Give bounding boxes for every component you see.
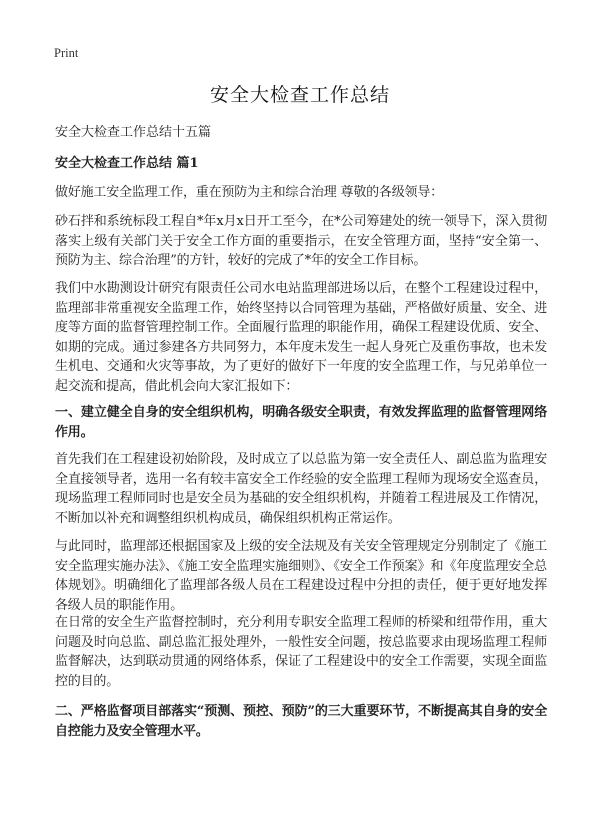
- document-title: 安全大检查工作总结: [209, 84, 390, 106]
- heading-section-two: 二、严格监督项目部落实“预测、预控、预防”的三大重要环节，不断提高其自身的安全自控能力及安全管理水平。: [55, 704, 547, 739]
- paragraph-salutation: 做好施工安全监理工作，重在预防为主和综合治理 尊敬的各级领导：: [55, 185, 443, 200]
- print-label: Print: [54, 46, 79, 60]
- paragraph-organization: 首先我们在工程建设初始阶段，及时成立了以总监为第一安全责任人、副总监为监理安全直接领导者，选用一名有较丰富安全工作经验的安全监理工程师为现场安全巡查员，现场监理工程师同时也是安全员为基础的安全组织机构，并随着工程进展及工作情况，不断加以补充和调整组织机构成员，确保组织机构正常运作。: [55, 452, 547, 526]
- heading-section-one: 一、建立健全自身的安全组织机构，明确各级安全职责，有效发挥监理的监督管理网络作用。: [55, 405, 547, 440]
- paragraph-daily-control: 在日常的安全生产监督控制时，充分利用专职安全监理工程师的桥梁和纽带作用，重大问题及时向总监、副总监汇报处理外，一般性安全问题，按总监要求由现场监理工程师监督解决，达到联动贯通的网络体系，保证了工程建设中的安全工作需要，实现全面监控的目的。: [55, 615, 547, 689]
- paragraph-overview: 我们中水勘测设计研究有限责任公司水电站监理部进场以后，在整个工程建设过程中，监理部非常重视安全监理工作，始终坚持以合同管理为基础，严格做好质量、安全、进度等方面的监督管理控制工作。全面履行监理的职能作用，确保工程建设优质、安全、如期的完成。通过参建各方共同努力，本年度未发生一起人身死亡及重伤事故，也未发生机电、交通和火灾等事故，为了更好的做好下一年度的安全监理工作，与兄弟单位一起交流和提高，借此机会向大家汇报如下：: [55, 281, 547, 394]
- paragraph-intro: 砂石拌和系统标段工程自*年x月x日开工至今，在*公司筹建处的统一领导下，深入贯彻落实上级有关部门关于安全工作方面的重要指示，在安全管理方面，坚持“安全第一、预防为主、综合治理”的方针，较好的完成了*年的安全工作目标。: [55, 214, 547, 268]
- section-title: 安全大检查工作总结 篇1: [55, 156, 199, 171]
- paragraph-regulations: 与此同时，监理部还根据国家及上级的安全法规及有关安全管理规定分别制定了《施工安全监理实施办法》、《施工安全监理实施细则》、《安全工作预案》和《年度监理安全总体规划》。明确细化了监理部各级人员在工程建设过程中分担的责任，便于更好地发挥各级人员的职能作用。: [55, 539, 547, 613]
- document-subtitle: 安全大检查工作总结十五篇: [55, 125, 212, 140]
